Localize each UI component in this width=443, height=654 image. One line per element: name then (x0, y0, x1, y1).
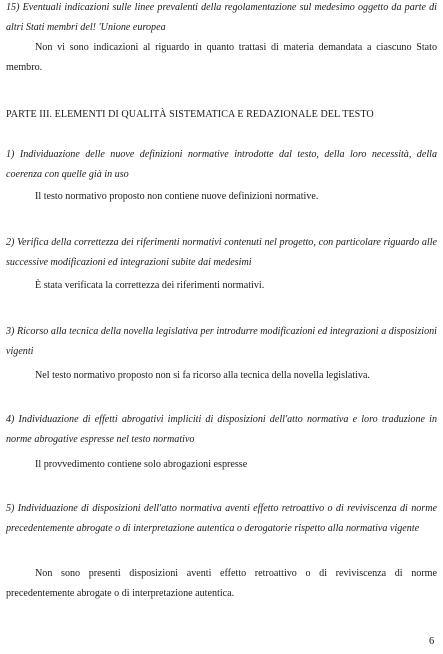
question-5: 5) Individuazione di disposizioni dell'atto normativa aventi effetto retroattivo o di reviviscenza di norme precedentemente abrogate o di interpretazione autentica o derogatorie rispetto alla normativa vigente (6, 503, 437, 534)
answer-3: Nel testo normativo proposto non si fa ricorso alla tecnica della novella legislativa. (35, 370, 370, 381)
answer-4: Il provvedimento contiene solo abrogazioni espresse (35, 459, 248, 470)
page-number: 6 (429, 636, 435, 647)
answer-1: Il testo normativo proposto non contiene nuove definizioni normative. (35, 191, 319, 202)
question-1: 1) Individuazione delle nuove definizioni normative introdotte dal testo, della loro necessità, della coerenza con quelle già in uso (6, 149, 437, 180)
answer-5: Non sono presenti disposizioni aventi effetto retroattivo o di reviviscenza di norme precedentemente abrogate o di interpretazione autentica. (6, 568, 437, 599)
question-3: 3) Ricorso alla tecnica della novella legislativa per introdurre modificazioni ed integrazioni a disposizioni vigenti (6, 326, 437, 357)
answer-2: È stata verificata la correttezza dei riferimenti normativi. (35, 280, 265, 291)
question-2: 2) Verifica della correttezza dei riferimenti normativi contenuti nel progetto, con particolare riguardo alle successive modificazioni ed integrazioni subite dai medesimi (6, 237, 437, 268)
question-15: 15) Eventuali indicazioni sulle linee prevalenti della regolamentazione sul medesimo oggetto da parte di altri Stati membri del! 'Unione europea (6, 2, 437, 33)
question-4: 4) Individuazione di effetti abrogativi impliciti di disposizioni dell'atto normativa e loro traduzione in norme abrogative espresse nel testo normativo (6, 414, 437, 445)
answer-15: Non vi sono indicazioni al riguardo in quanto trattasi di materia demandata a ciascuno Stato membro. (6, 42, 437, 73)
section-heading: PARTE III. ELEMENTI DI QUALITÀ SISTEMATICA E REDAZIONALE DEL TESTO (6, 109, 374, 120)
